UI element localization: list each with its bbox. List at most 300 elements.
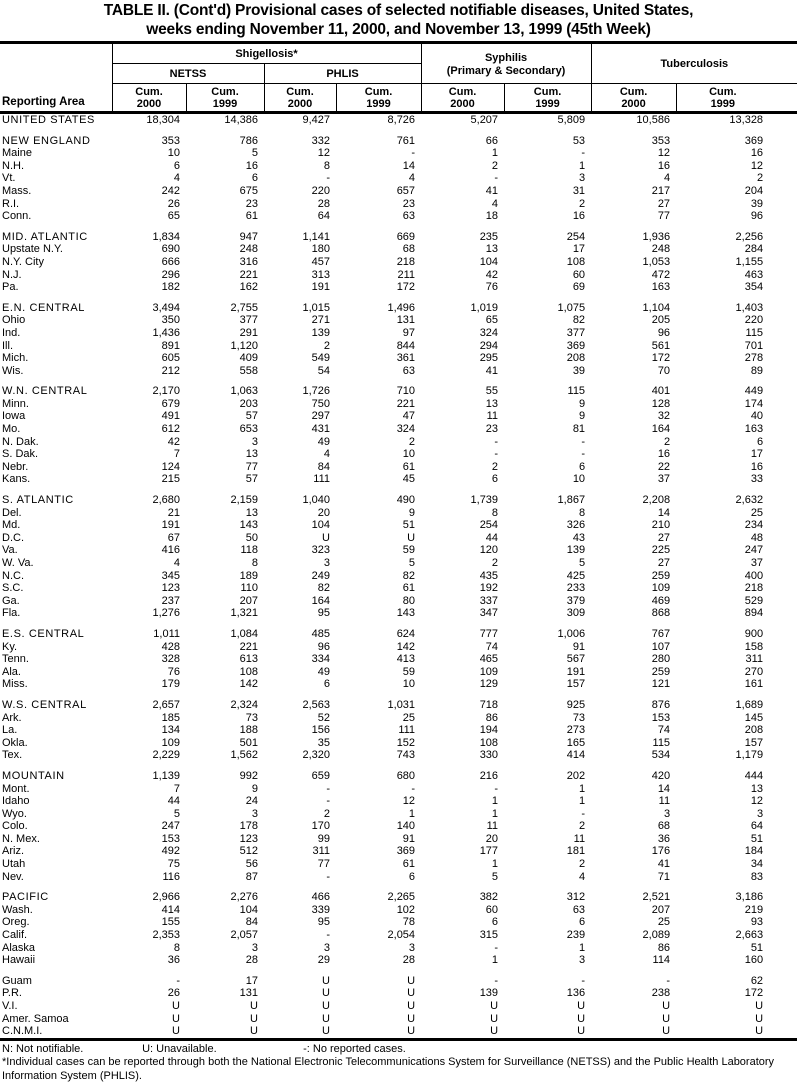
value-cell: 1 (578, 782, 586, 795)
value-cell: U (322, 531, 330, 544)
value-cell: 492 (161, 845, 180, 858)
table-row (0, 795, 797, 808)
value-cell: 51 (402, 519, 416, 532)
value-cell: 2 (323, 807, 330, 820)
value-cell: 142 (396, 640, 416, 653)
reporting-area-cell: Ala. (2, 665, 21, 678)
value-cell: 64 (750, 820, 764, 833)
reporting-area-cell: Mo. (2, 423, 21, 436)
value-cell: 420 (651, 769, 671, 782)
table-row (0, 398, 797, 411)
value-cell: 679 (161, 397, 180, 410)
reporting-area-cell: Colo. (2, 820, 28, 833)
value-cell: 10 (402, 448, 416, 461)
value-cell: 84 (245, 916, 258, 929)
value-cell: 457 (311, 255, 330, 268)
value-cell: 32 (657, 410, 671, 423)
value-cell: 28 (317, 197, 330, 210)
value-cell: - (581, 974, 586, 987)
footnotes (0, 1041, 797, 1083)
value-cell: U (172, 1025, 180, 1038)
value-cell: 27 (657, 531, 671, 544)
value-cell: 2,680 (152, 494, 180, 507)
value-cell: 177 (479, 845, 499, 858)
value-cell: 891 (161, 339, 180, 352)
value-cell: 400 (744, 569, 764, 582)
value-cell: 337 (479, 594, 499, 607)
value-cell: 868 (651, 607, 671, 620)
reporting-area-cell: Ind. (2, 326, 21, 339)
value-cell: 181 (566, 845, 586, 858)
value-cell: 54 (317, 364, 330, 377)
value-cell: 247 (744, 544, 764, 557)
value-cell: 20 (485, 832, 499, 845)
table-row (0, 833, 797, 846)
notifiable-diseases-table (0, 41, 797, 1041)
value-cell: 172 (651, 352, 671, 365)
cum-header-phlis-2000: Cum. 2000 (264, 84, 336, 113)
value-cell: 37 (657, 473, 671, 486)
value-cell: 210 (651, 519, 671, 532)
value-cell: 71 (657, 870, 671, 883)
value-cell: 1 (491, 954, 499, 967)
table-row (0, 519, 797, 532)
reporting-area-cell: Ariz. (2, 845, 24, 858)
value-cell: 12 (317, 147, 330, 160)
table-row (0, 858, 797, 871)
value-cell: 894 (744, 607, 764, 620)
value-cell: 2 (408, 435, 416, 448)
value-cell: 60 (485, 903, 499, 916)
value-cell: 354 (744, 281, 764, 294)
value-cell: U (577, 1025, 586, 1038)
value-cell: 36 (167, 954, 180, 967)
value-cell: 220 (311, 184, 330, 197)
value-cell: 205 (651, 314, 671, 327)
reporting-area-cell: Md. (2, 519, 21, 532)
value-cell: 42 (167, 435, 180, 448)
value-cell: 108 (239, 665, 258, 678)
value-cell: - (326, 870, 330, 883)
reporting-area-cell: Ky. (2, 640, 18, 653)
value-cell: - (494, 435, 499, 448)
value-cell: 131 (396, 314, 416, 327)
value-cell: 51 (750, 941, 764, 954)
value-cell: 1 (408, 807, 416, 820)
value-cell: 254 (479, 519, 499, 532)
value-cell: 11 (573, 832, 586, 845)
summary-row (0, 127, 797, 148)
value-cell: 110 (240, 582, 258, 595)
value-cell: 259 (651, 665, 671, 678)
value-cell: 6 (408, 870, 416, 883)
value-cell: 431 (311, 423, 330, 436)
value-cell: 925 (566, 698, 586, 711)
value-cell: 444 (744, 769, 764, 782)
value-cell: 10,586 (636, 114, 671, 126)
value-cell: 8 (251, 557, 258, 569)
value-cell: 51 (750, 832, 764, 845)
value-cell: 4 (663, 172, 671, 185)
value-cell: 172 (744, 987, 764, 1000)
value-cell: 109 (479, 665, 499, 678)
table-row (0, 256, 797, 269)
value-cell: 6 (323, 678, 330, 691)
value-cell: 9 (408, 506, 416, 519)
value-cell: 97 (402, 326, 416, 339)
value-cell: 14 (657, 506, 671, 519)
value-cell: 7 (173, 782, 180, 795)
value-cell: 2,563 (302, 698, 330, 711)
table-row (0, 904, 797, 917)
value-cell: 155 (161, 916, 180, 929)
reporting-area-cell: Upstate N.Y. (2, 243, 63, 256)
value-cell: U (250, 1000, 258, 1012)
value-cell: 1,031 (387, 698, 416, 711)
reporting-area-cell: Wash. (2, 903, 33, 916)
reporting-area-cell: Minn. (2, 397, 29, 410)
reporting-area-cell: Iowa (2, 410, 26, 423)
value-cell: 65 (167, 210, 180, 223)
value-cell: - (494, 974, 499, 987)
value-cell: 73 (572, 711, 586, 724)
value-cell: 1,120 (230, 339, 258, 352)
value-cell: 158 (744, 640, 764, 653)
value-cell: U (407, 1012, 416, 1025)
value-cell: 12 (750, 795, 764, 808)
value-cell: 68 (402, 243, 416, 256)
value-cell: 10 (167, 147, 180, 160)
value-cell: 123 (239, 832, 258, 845)
value-cell: 1,179 (735, 749, 764, 762)
value-cell: 992 (239, 769, 258, 782)
summary-row (0, 620, 797, 641)
value-cell: 311 (312, 845, 330, 858)
value-cell: 947 (239, 230, 258, 243)
value-cell: 2,208 (642, 494, 671, 507)
value-cell: 156 (311, 724, 330, 737)
table-row (0, 314, 797, 327)
value-cell: 203 (239, 397, 258, 410)
value-cell: 48 (750, 531, 764, 544)
value-cell: 63 (402, 210, 416, 223)
value-cell: 17 (245, 974, 258, 987)
value-cell: 6 (578, 460, 586, 473)
value-cell: 6 (756, 435, 764, 448)
value-cell: U (407, 531, 416, 544)
summary-row (0, 691, 797, 712)
value-cell: 1,006 (557, 627, 586, 640)
value-cell: U (490, 1012, 499, 1025)
reporting-area-cell: Tenn. (2, 653, 29, 666)
reporting-area-cell: W.S. CENTRAL (2, 698, 87, 711)
value-cell: 613 (239, 653, 258, 666)
value-cell: 491 (161, 410, 180, 423)
reporting-area-cell: Amer. Samoa (2, 1012, 69, 1025)
value-cell: 143 (396, 607, 416, 620)
value-cell: 115 (745, 326, 764, 339)
value-cell: 466 (311, 891, 330, 904)
value-cell: 2,276 (230, 891, 258, 904)
value-cell: 115 (652, 736, 671, 749)
value-cell: 188 (239, 724, 258, 737)
legend-no-reported-cases: -: No reported cases. (303, 1042, 406, 1055)
value-cell: 165 (566, 736, 586, 749)
value-cell: 86 (485, 711, 499, 724)
value-cell: 710 (396, 385, 416, 398)
value-cell: 61 (402, 460, 416, 473)
value-cell: 216 (479, 769, 499, 782)
value-cell: U (662, 1012, 671, 1025)
value-cell: 248 (651, 243, 671, 256)
value-cell: 157 (744, 736, 764, 749)
value-cell: 1,084 (230, 627, 258, 640)
value-cell: 16 (245, 159, 258, 172)
reporting-area-cell: Vt. (2, 172, 16, 185)
value-cell: 1 (578, 941, 586, 954)
value-cell: 118 (240, 544, 258, 557)
value-cell: 27 (657, 557, 671, 569)
value-cell: 1,155 (735, 255, 764, 268)
value-cell: 311 (745, 653, 764, 666)
table-body (0, 113, 797, 1040)
table-row (0, 172, 797, 185)
table-row (0, 987, 797, 1000)
value-cell: U (250, 1025, 258, 1038)
value-cell: 178 (239, 820, 258, 833)
reporting-area-cell: MOUNTAIN (2, 769, 65, 782)
value-cell: 152 (396, 736, 416, 749)
value-cell: 1 (491, 807, 499, 820)
value-cell: 184 (744, 845, 764, 858)
value-cell: 191 (161, 519, 180, 532)
value-cell: 701 (744, 339, 764, 352)
summary-row (0, 486, 797, 507)
value-cell: 1,726 (302, 385, 330, 398)
reporting-area-cell: E.S. CENTRAL (2, 627, 85, 640)
table-row (0, 544, 797, 557)
value-cell: 1 (491, 795, 499, 808)
value-cell: U (250, 1012, 258, 1025)
value-cell: 237 (161, 594, 180, 607)
summary-row (0, 762, 797, 783)
value-cell: 129 (479, 678, 499, 691)
value-cell: 472 (651, 268, 671, 281)
value-cell: 35 (317, 736, 330, 749)
value-cell: 4 (408, 172, 416, 185)
value-cell: 11 (486, 410, 499, 423)
value-cell: 41 (485, 184, 499, 197)
value-cell: 139 (311, 326, 330, 339)
reporting-area-cell: Hawaii (2, 954, 36, 967)
table-row (0, 210, 797, 223)
value-cell: 69 (572, 281, 586, 294)
value-cell: 2 (756, 172, 764, 185)
value-cell: 767 (651, 627, 671, 640)
value-cell: 10 (572, 473, 586, 486)
value-cell: 163 (744, 423, 764, 436)
value-cell: 163 (651, 281, 671, 294)
value-cell: 529 (744, 594, 764, 607)
value-cell: 63 (402, 364, 416, 377)
value-cell: 2,170 (152, 385, 180, 398)
reporting-area-cell: Mich. (2, 352, 29, 365)
value-cell: 239 (566, 929, 586, 942)
netss-header: NETSS (112, 64, 264, 84)
syphilis-header-line1: Syphilis (484, 52, 528, 64)
value-cell: 76 (485, 281, 499, 294)
reporting-area-cell: S. ATLANTIC (2, 494, 74, 507)
value-cell: U (322, 1012, 330, 1025)
value-cell: 27 (657, 197, 671, 210)
value-cell: 45 (402, 473, 416, 486)
value-cell: 108 (566, 255, 586, 268)
value-cell: 718 (479, 698, 499, 711)
value-cell: 2 (491, 557, 499, 569)
cum-header-syphilis-2000: Cum. 2000 (421, 84, 504, 113)
value-cell: - (666, 974, 671, 987)
value-cell: 3 (251, 941, 258, 954)
value-cell: 5 (491, 870, 499, 883)
value-cell: 179 (161, 678, 180, 691)
value-cell: 428 (161, 640, 180, 653)
value-cell: 567 (566, 653, 586, 666)
value-cell: 12 (750, 159, 764, 172)
reporting-area-cell: Ga. (2, 594, 20, 607)
value-cell: 194 (479, 724, 499, 737)
value-cell: 36 (657, 832, 671, 845)
value-cell: 26 (167, 987, 180, 1000)
cum-header-phlis-1999: Cum. 1999 (336, 84, 421, 113)
value-cell: 16 (657, 159, 671, 172)
value-cell: 379 (566, 594, 586, 607)
reporting-area-cell: N. Dak. (2, 435, 39, 448)
value-cell: 139 (479, 987, 499, 1000)
value-cell: 666 (161, 255, 180, 268)
value-cell: 416 (161, 544, 180, 557)
value-cell: 295 (479, 352, 499, 365)
value-cell: 4 (173, 172, 180, 185)
table-row (0, 436, 797, 449)
value-cell: 114 (652, 954, 671, 967)
value-cell: 316 (239, 255, 258, 268)
summary-row (0, 883, 797, 904)
value-cell: 180 (311, 243, 330, 256)
table-row (0, 281, 797, 294)
value-cell: 612 (161, 423, 180, 436)
value-cell: 99 (317, 832, 330, 845)
value-cell: 248 (239, 243, 258, 256)
table-row (0, 448, 797, 461)
value-cell: 561 (651, 339, 671, 352)
value-cell: 120 (479, 544, 499, 557)
value-cell: 2 (323, 339, 330, 352)
value-cell: 8 (323, 159, 330, 172)
value-cell: 220 (744, 314, 764, 327)
reporting-area-cell: S. Dak. (2, 448, 39, 461)
value-cell: 55 (485, 385, 499, 398)
value-cell: 56 (245, 858, 258, 871)
value-cell: 68 (657, 820, 671, 833)
value-cell: 3 (408, 941, 416, 954)
value-cell: 8 (173, 941, 180, 954)
reporting-area-cell: Nebr. (2, 460, 29, 473)
table-row (0, 1025, 797, 1039)
value-cell: 501 (239, 736, 258, 749)
value-cell: 11 (658, 795, 671, 808)
value-cell: 6 (251, 172, 258, 185)
value-cell: 13 (485, 397, 499, 410)
value-cell: 233 (566, 582, 586, 595)
value-cell: 28 (245, 954, 258, 967)
summary-row (0, 294, 797, 315)
value-cell: 353 (161, 134, 180, 147)
value-cell: 16 (572, 210, 586, 223)
value-cell: 5 (408, 557, 416, 569)
value-cell: 4 (491, 197, 499, 210)
value-cell: 21 (167, 506, 180, 519)
table-row (0, 871, 797, 884)
value-cell: 490 (396, 494, 416, 507)
value-cell: 549 (311, 352, 330, 365)
value-cell: 95 (317, 607, 330, 620)
value-cell: 2,966 (152, 891, 180, 904)
reporting-area-cell: C.N.M.I. (2, 1025, 43, 1038)
value-cell: 10 (402, 678, 416, 691)
value-cell: - (494, 448, 499, 461)
reporting-area-cell: N.Y. City (2, 255, 44, 268)
value-cell: 82 (317, 582, 330, 595)
value-cell: 242 (161, 184, 180, 197)
value-cell: 111 (313, 473, 330, 486)
value-cell: U (172, 1000, 180, 1012)
value-cell: 2,663 (735, 929, 764, 942)
value-cell: 328 (161, 653, 180, 666)
value-cell: 39 (750, 197, 764, 210)
value-cell: 17 (750, 448, 764, 461)
value-cell: 1,496 (387, 301, 416, 314)
value-cell: 9 (578, 397, 586, 410)
value-cell: 3 (251, 435, 258, 448)
table-title-line1: TABLE II. (Cont'd) Provisional cases of selected notifiable diseases, United States, (103, 2, 694, 19)
value-cell: 3 (663, 807, 671, 820)
table-row (0, 808, 797, 821)
value-cell: 157 (566, 678, 586, 691)
value-cell: 77 (317, 858, 330, 871)
value-cell: 59 (402, 544, 416, 557)
value-cell: 191 (311, 281, 330, 294)
reporting-area-cell: Oreg. (2, 916, 30, 929)
value-cell: 2,256 (735, 230, 764, 243)
value-cell: 13 (245, 448, 258, 461)
value-cell: 207 (651, 903, 671, 916)
value-cell: 294 (479, 339, 499, 352)
value-cell: 18 (485, 210, 499, 223)
cum-header-syphilis-1999: Cum. 1999 (504, 84, 591, 113)
reporting-area-cell: N.H. (2, 159, 24, 172)
value-cell: 170 (311, 820, 330, 833)
value-cell: 414 (566, 749, 586, 762)
value-cell: U (322, 1025, 330, 1038)
value-cell: 9 (251, 782, 258, 795)
table-row (0, 666, 797, 679)
value-cell: U (577, 1000, 586, 1012)
value-cell: 761 (396, 134, 416, 147)
value-cell: 5,809 (557, 114, 586, 126)
value-cell: 1 (578, 795, 586, 808)
value-cell: - (494, 941, 499, 954)
tuberculosis-header: Tuberculosis (591, 43, 797, 84)
